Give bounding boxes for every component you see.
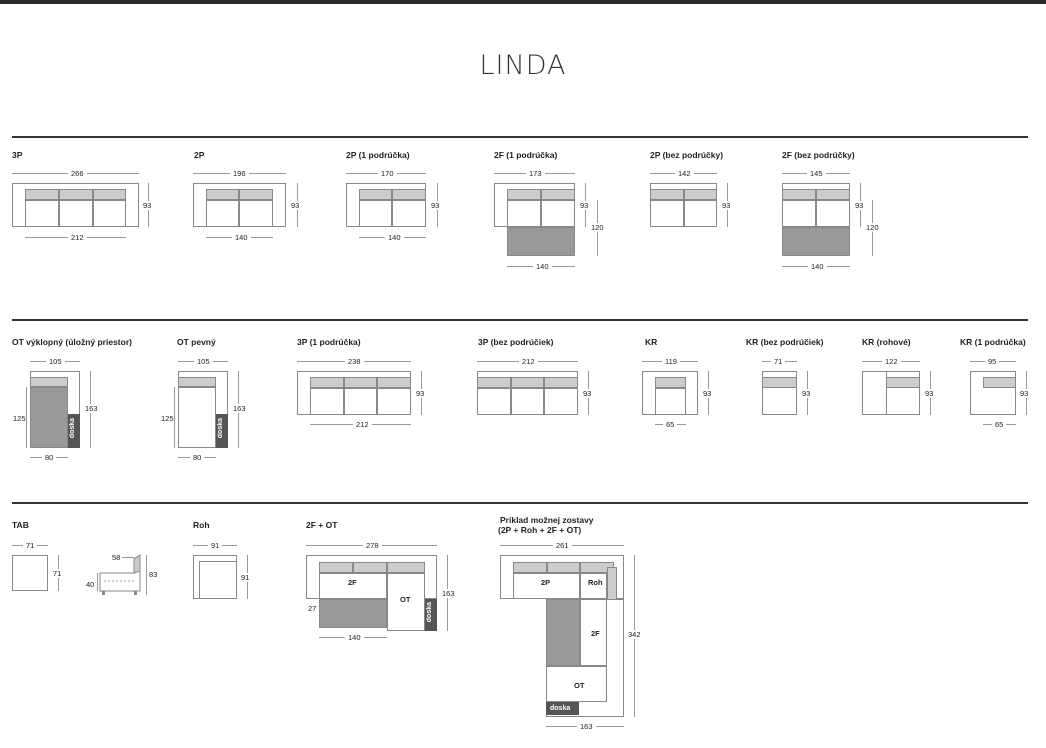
seat-label-2f: 2F bbox=[591, 629, 600, 638]
module-label: 3P (1 podrúčka) bbox=[297, 337, 361, 347]
chaise-extension bbox=[507, 227, 575, 256]
dim-right: 163 bbox=[442, 589, 455, 598]
dim-top: 105 bbox=[46, 357, 65, 366]
module-label: KR (bez podrúčiek) bbox=[746, 337, 824, 347]
dim-top: 266 bbox=[68, 169, 87, 178]
dim-side: 71 bbox=[53, 569, 62, 578]
example-subtitle: (2P + Roh + 2F + OT) bbox=[498, 525, 582, 535]
dim-side: 93 bbox=[722, 201, 731, 210]
dim-bottom: 163 bbox=[577, 722, 596, 731]
section-divider bbox=[12, 319, 1028, 321]
chaise-extension bbox=[546, 599, 580, 666]
dim-bottom: 140 bbox=[385, 233, 404, 242]
dim-bottom: 65 bbox=[663, 420, 677, 429]
section-divider bbox=[12, 502, 1028, 504]
module-label: 3P (bez podrúčiek) bbox=[478, 337, 554, 347]
ottoman-seat bbox=[30, 387, 68, 448]
dim-profile-left: 40 bbox=[86, 580, 95, 589]
dim-top: 173 bbox=[526, 169, 545, 178]
dim-left: 125 bbox=[13, 414, 26, 423]
board-panel bbox=[68, 414, 80, 448]
dim-left: 27 bbox=[308, 604, 317, 613]
ottoman-seat bbox=[178, 387, 216, 448]
ottoman-label: OT bbox=[574, 681, 585, 690]
board-label: doska bbox=[69, 418, 76, 439]
module-label: Roh bbox=[193, 520, 210, 530]
module-label: KR bbox=[645, 337, 658, 347]
dim-side: 93 bbox=[925, 389, 934, 398]
dim-left: 125 bbox=[161, 414, 174, 423]
module-label: 2F (bez podrúčky) bbox=[782, 150, 855, 160]
seat-label-2p: 2P bbox=[541, 578, 551, 587]
module-label: 2F (1 podrúčka) bbox=[494, 150, 558, 160]
chaise-extension bbox=[782, 227, 850, 256]
dim-side: 93 bbox=[583, 389, 592, 398]
dim-bottom: 65 bbox=[992, 420, 1006, 429]
dim-profile-right: 83 bbox=[149, 570, 158, 579]
board-panel bbox=[216, 414, 228, 448]
module-label: TAB bbox=[12, 520, 29, 530]
dim-side: 93 bbox=[416, 389, 425, 398]
section-divider bbox=[12, 136, 1028, 138]
dim-side: 91 bbox=[241, 573, 250, 582]
chaise-extension bbox=[319, 599, 387, 628]
example-title: Príklad možnej zostavy bbox=[500, 515, 594, 525]
module-label: OT pevný bbox=[177, 337, 216, 347]
dim-top: 122 bbox=[882, 357, 901, 366]
tab-outline bbox=[12, 555, 48, 591]
dim-top: 95 bbox=[985, 357, 999, 366]
seat-label-roh: Roh bbox=[588, 578, 603, 587]
board-label: doska bbox=[550, 705, 571, 712]
dim-bottom: 212 bbox=[353, 420, 372, 429]
dim-side: 93 bbox=[802, 389, 811, 398]
dim-top: 278 bbox=[363, 541, 382, 550]
dim-top: 212 bbox=[519, 357, 538, 366]
dim-side: 93 bbox=[143, 201, 152, 210]
board-panel bbox=[425, 599, 437, 631]
dim-top: 105 bbox=[194, 357, 213, 366]
module-label: 2P bbox=[194, 150, 205, 160]
dim-top: 196 bbox=[230, 169, 249, 178]
dim-top: 261 bbox=[553, 541, 572, 550]
dim-side: 93 bbox=[580, 201, 589, 210]
page-title: LINDA bbox=[479, 50, 567, 81]
board-label: doska bbox=[217, 418, 224, 439]
dim-top: 142 bbox=[675, 169, 694, 178]
module-label: KR (rohové) bbox=[862, 337, 911, 347]
top-bar bbox=[0, 0, 1046, 4]
dim-side: 93 bbox=[431, 201, 440, 210]
module-label: 2P (bez podrúčky) bbox=[650, 150, 724, 160]
dim-side: 93 bbox=[703, 389, 712, 398]
module-label: 3P bbox=[12, 150, 23, 160]
board-label: doska bbox=[426, 602, 433, 623]
dim-top: 119 bbox=[662, 357, 680, 366]
dim-top: 91 bbox=[208, 541, 222, 550]
dim-profile-top: 58 bbox=[112, 553, 121, 562]
module-label: 2P (1 podrúčka) bbox=[346, 150, 410, 160]
dim-top: 238 bbox=[345, 357, 364, 366]
ottoman-label: OT bbox=[400, 595, 411, 604]
dim-top: 170 bbox=[378, 169, 397, 178]
dim-top: 145 bbox=[807, 169, 826, 178]
dim-right: 163 bbox=[233, 404, 246, 413]
dim-bottom: 140 bbox=[533, 262, 552, 271]
dim-side: 93 bbox=[1020, 389, 1029, 398]
module-label: 2F + OT bbox=[306, 520, 338, 530]
dim-side-2: 120 bbox=[591, 223, 604, 232]
dim-right: 342 bbox=[628, 630, 641, 639]
dim-side: 93 bbox=[855, 201, 864, 210]
dim-top: 71 bbox=[771, 357, 785, 366]
dim-bottom: 80 bbox=[190, 453, 204, 462]
dim-top: 71 bbox=[23, 541, 37, 550]
dim-bottom: 140 bbox=[808, 262, 827, 271]
dim-side: 93 bbox=[291, 201, 300, 210]
dim-bottom: 140 bbox=[345, 633, 364, 642]
dim-right: 163 bbox=[85, 404, 98, 413]
seat-label: 2F bbox=[348, 578, 357, 587]
dim-bottom: 212 bbox=[68, 233, 87, 242]
module-label: KR (1 podrúčka) bbox=[960, 337, 1026, 347]
dim-side-2: 120 bbox=[866, 223, 879, 232]
dim-bottom: 80 bbox=[42, 453, 56, 462]
dim-bottom: 140 bbox=[232, 233, 251, 242]
module-label: OT výklopný (úložný priestor) bbox=[12, 337, 132, 347]
